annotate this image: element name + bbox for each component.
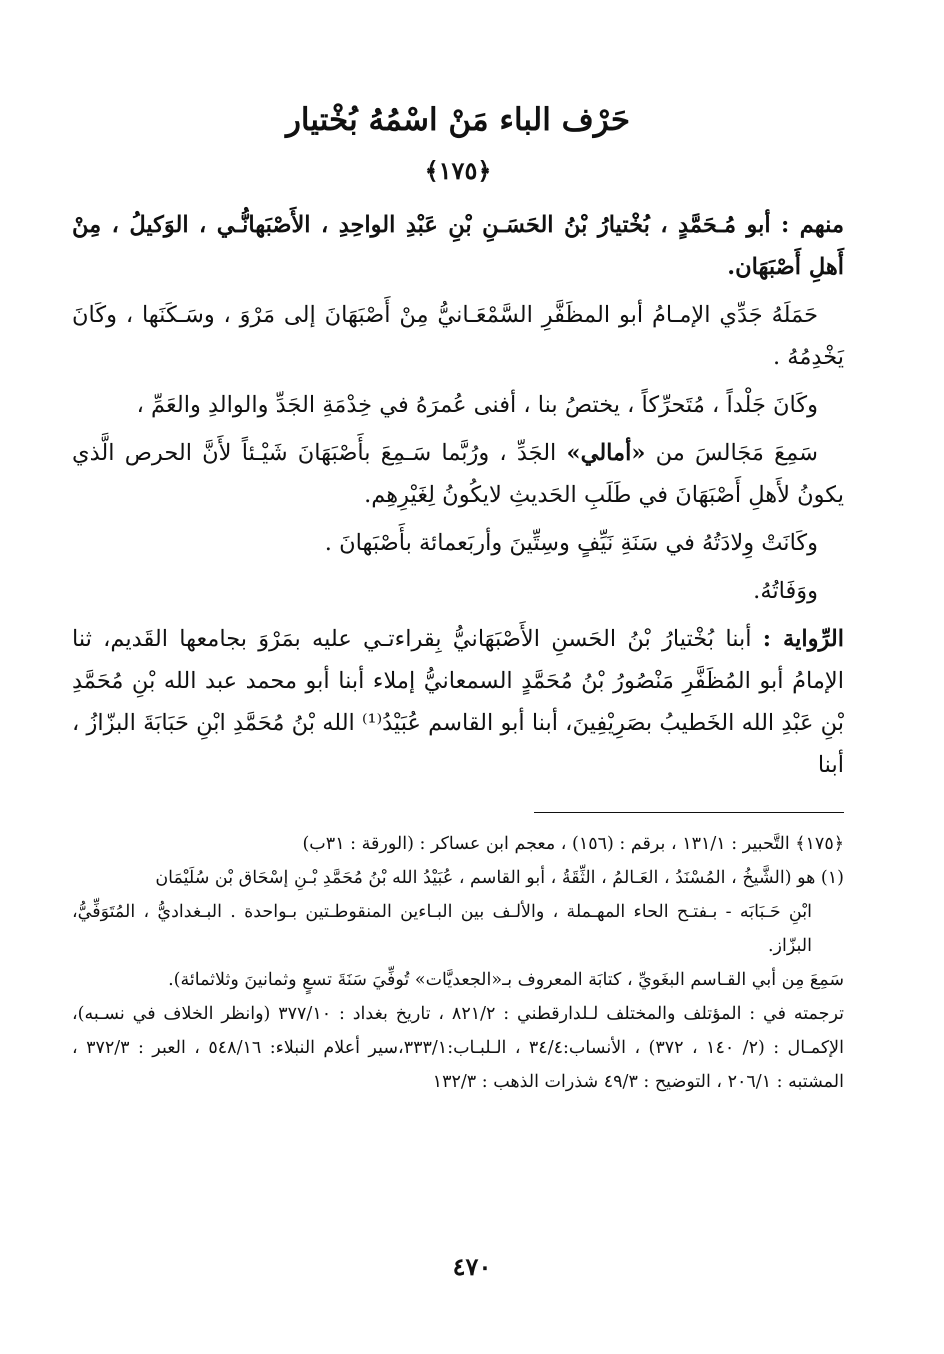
- riwaya-label: الرِّواية :: [762, 626, 844, 652]
- entry-number: ﴿١٧٥﴾: [424, 156, 492, 185]
- chapter-title: حَرْف الباء مَنْ اسْمُهُ بُخْتيار: [285, 102, 631, 138]
- footnote-1-hearing: سَمِعَ مِن أبي القـاسم البغَويِّ ، كتابَة المعروف بـ«الجعديَّات» تُوفِّيَ سَنَةَ تسعٍ وثمانينَ وثلاثمائة).: [168, 970, 844, 990]
- footnotes: [72, 827, 844, 1099]
- page-number: ٤٧٠: [452, 1252, 492, 1281]
- riwaya-paragraph: [72, 618, 844, 786]
- paragraph-4: وكَانَتْ وِلادَتُهُ في سَنَةِ نَيِّفٍ وسِتِّينَ وأربَعمائة بأَصْبَهانَ .: [324, 530, 818, 556]
- entry-heading: منهم : أبو مُـحَمَّدٍ ، بُخْتيارُ بْنُ الحَسَـنِ بْنِ عَبْدِ الواحِدِ ، الأَصْبَهانُّـي ، الوَكيلُ ، مِنْ أَهلِ أَصْبَهَان.: [72, 212, 844, 280]
- paragraph-3-end: الجَدِّ ، ورُبَّما سَـمِعَ بأَصْبَهَانَ شَيْـئاً لأَنَّ الحرص الَّذي يكونُ لأَهلِ أَصْبَهَانَ في طَلَبِ الحَديثِ لايكُونُ لِغَيْرِهِم.: [72, 440, 844, 508]
- footnote-entry-sources: ﴿١٧٥﴾ التَّحبير : ١٣١/١ ، برقم : (١٥٦) ، معجم ابن عساكر : (الورقة : ٣١ب): [302, 834, 844, 854]
- footnote-1: (١) هو (الشَّيخُ ، المُسْنَدُ ، العَـالمُ ، الثِّقَةُ ، أبو القاسم ، عُبَيْدُ الله بْنُ مُحَمَّدِ بْـنِ إسْحَاق بْن سُلَيْمَان: [155, 868, 844, 888]
- paragraph-2: وكَانَ جَلْداً ، مُتَحرِّكاً ، يختصُ بنا ، أفنى عُمرَهُ في خِدْمَةِ الجَدِّ والوالدِ والعَمِّ ،: [136, 392, 818, 418]
- entry-heading-paragraph: [72, 204, 844, 288]
- footnote-1-references: ترجمته في : المؤتلف والمختلف لـلدارقطني : ٨٢١/٢ ، تاريخ بغداد : ٣٧٧/١٠ (وانظر الخلاف في نسـبه)، الإكمـال : (٢/ ١٤٠ ، ٣٧٢) ، الأنساب:٣٤/٤ ، الـلبـاب:٣٣٣/١،سير أعلام النبلاء: ٥٤٨/١٦ ، العبر : ٣٧٢/٣ ، المشتبه : ٢٠٦/١ ، التوضيح : ٤٩/٣ شذرات الذهب : ١٣٢/٣: [72, 1004, 845, 1092]
- footnote-1-continued: ابْنِ حَـبَابَه - بـفتـح الحاء المهـملة ، والألـف بين البـاءين المنقوطـتين بـواحدة . البـغداديُّ ، المُتَوَفِّيُّ، البزّاز.: [72, 902, 812, 956]
- paragraph-5: ووَفَاتُهُ.: [753, 578, 818, 604]
- paragraph-3-start: سَمِعَ مَجَالسَ من: [645, 440, 818, 466]
- main-text: [72, 204, 844, 786]
- paragraph-1: حَمَلَهُ جَدِّي الإمـامُ أبو المظَفَّرِ السَّمْعَـانيُّ مِنْ أَصْبَهَانَ إلى مَرْوَ ، وسَـكَنَها ، وكَانَ يَخْدِمُهُ .: [72, 302, 844, 370]
- footnote-divider: [534, 812, 844, 813]
- riwaya-text: أبنا بُخْتيارُ بْنُ الحَسنِ الأَصْبَهَانيُّ بِقراءتـي عليه بمَرْوَ بجامعها القَديم، ثنا الإمامُ أبو المُظَفَّرِ مَنْصُورُ بْنُ مُحَمَّدٍ السمعانيُّ إملاء أبنا أبو محمد عبد الله بْنِ مُحَمَّدِ بْنِ عَبْدِ الله الخَطيبُ بصَرِيْفِينَ، أبنا أبو القاسم عُبَيْدُ⁽¹⁾ الله بْنُ مُحَمَّدِ ابْنِ حَبَابَةَ البزّازُ ، أبنا: [72, 626, 845, 778]
- amali-book-title: «أمالي»: [566, 440, 646, 466]
- document-page: [72, 100, 844, 1099]
- paragraph-3: [72, 432, 844, 516]
